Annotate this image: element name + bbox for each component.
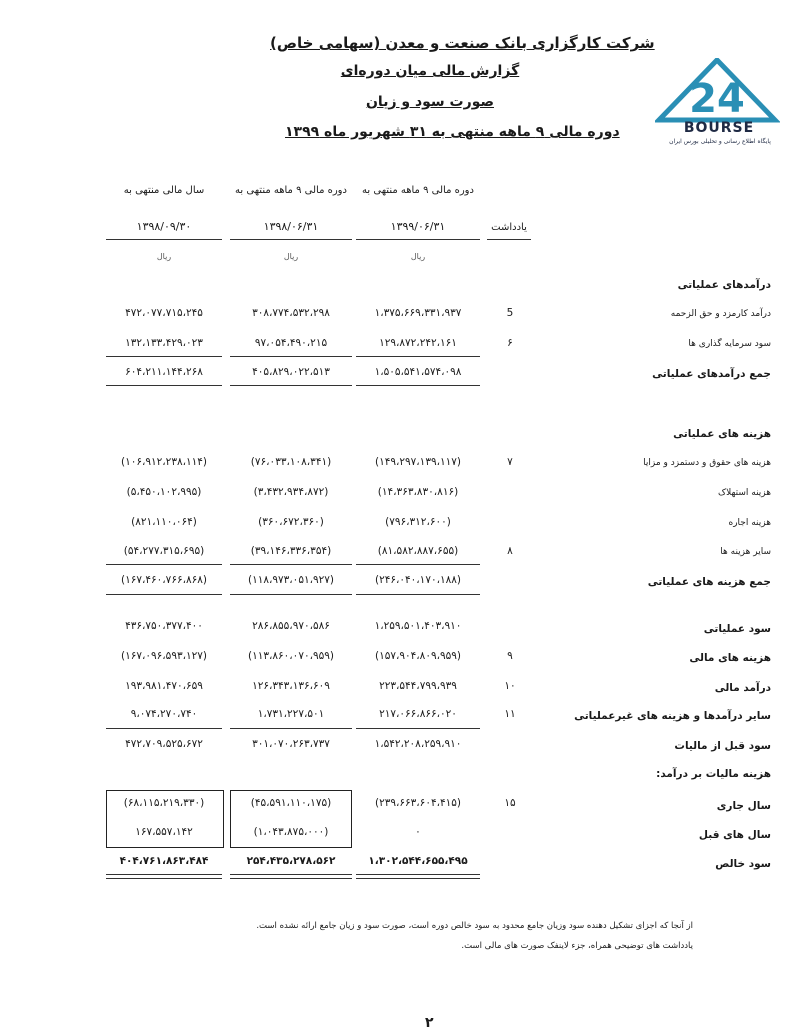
row-value-c1: ۱،۳۰۲،۵۴۴،۶۵۵،۴۹۵ [368,855,468,867]
double-rule [356,878,480,879]
row-note: ۷ [507,456,513,468]
note-head-rule [487,239,531,240]
row-value-c1: (۱۴۹،۲۹۷،۱۳۹،۱۱۷) [374,456,462,468]
row-label-profit-before-tax: سود قبل از مالیات [674,740,771,752]
report-title: گزارش مالی میان دوره‌ای [340,63,520,79]
row-label-finance-income: درآمد مالی [714,682,771,694]
double-rule [230,878,352,879]
row-label-other-expenses: سایر هزینه ها [720,547,771,557]
row-note: ۹ [507,650,513,662]
row-value-c3: ۴۷۲،۰۷۷،۷۱۵،۲۴۵ [125,307,203,319]
col3-title: سال مالی منتهی به [123,185,205,196]
row-label-total-operating-expenses: جمع هزینه های عملیاتی [647,576,771,588]
subtotal-rule [106,728,222,729]
statement-title: صورت سود و زیان [365,94,494,110]
note-col-title: یادداشت [491,222,527,233]
row-note: ۱۱ [504,708,516,720]
subtotal-rule [230,564,352,565]
row-value-c2: (۷۶،۰۳۳،۱۰۸،۳۴۱) [250,456,332,468]
total-rule [230,385,352,386]
footer-note-1: از آنجا که اجزای تشکیل دهنده سود وزیان جامع محدود به سود خالص دوره است، صورت سود و زیان جامع ارائه نشده است. [256,921,693,931]
subtotal-rule [356,564,480,565]
row-value-c1: ۲۲۳،۵۴۴،۷۹۹،۹۳۹ [379,680,457,692]
row-value-c1: (۷۹۶،۳۱۲،۶۰۰) [385,516,451,528]
subtotal-rule [230,356,352,357]
row-label-salary-expense: هزینه های حقوق و دستمزد و مزایا [643,458,771,468]
row-value-c1: ۱،۳۷۵،۶۶۹،۳۳۱،۹۳۷ [374,307,462,319]
row-value-c1: (۱۴،۳۶۳،۸۳۰،۸۱۶) [377,486,459,498]
subtotal-rule [356,728,480,729]
col1-head-rule [356,239,480,240]
col1-date: ۱۳۹۹/۰۶/۳۱ [390,220,446,233]
total-rule [106,385,222,386]
row-label-fee-income: درآمد کارمزد و حق الزحمه [670,309,771,319]
row-value-c1: ۱،۵۰۵،۵۴۱،۵۷۴،۰۹۸ [374,366,462,378]
total-rule [356,385,480,386]
row-value-c1: (۱۵۷،۹۰۴،۸۰۹،۹۵۹) [374,650,462,662]
row-label-operating-revenues: درآمدهای عملیاتی [677,279,771,291]
row-value-c3: ۴۷۲،۷۰۹،۵۲۵،۶۷۲ [125,738,203,750]
row-value-c2: (۱۱۳،۸۶۰،۰۷۰،۹۵۹) [247,650,335,662]
row-note: ۱۰ [504,680,516,692]
col1-unit: ریال [410,252,426,261]
row-value-c3: (۱۶۷،۴۶۰،۷۶۶،۸۶۸) [120,574,208,586]
subtotal-rule [356,356,480,357]
row-value-c2: ۹۷،۰۵۴،۴۹۰،۲۱۵ [254,337,328,349]
logo-subtitle: پایگاه اطلاع رسانی و تحلیلی بورس ایران [669,138,771,145]
row-label-total-operating-revenues: جمع درآمدهای عملیاتی [652,368,771,380]
col2-head-rule [230,239,352,240]
footer-note-2: یادداشت های توضیحی همراه، جزء لاینفک صورت های مالی است. [461,941,693,951]
row-value-c1: (۲۴۶،۰۴۰،۱۷۰،۱۸۸) [374,574,462,586]
row-label-operating-profit: سود عملیاتی [703,623,771,635]
col2-unit: ریال [283,252,299,261]
total-rule [230,594,352,595]
row-label-depreciation: هزینه استهلاک [718,488,771,498]
row-label-net-profit: سود خالص [715,858,771,870]
row-value-c1: ۱،۵۴۲،۲۰۸،۲۵۹،۹۱۰ [374,738,462,750]
row-note: 5 [506,307,514,319]
subtotal-rule [230,728,352,729]
row-value-c2: ۳۰۱،۰۷۰،۲۶۳،۷۳۷ [252,738,330,750]
period-title: دوره مالی ۹ ماهه منتهی به ۳۱ شهریور ماه ۱۳۹۹ [285,124,620,140]
row-value-c1: ۱،۲۵۹،۵۰۱،۴۰۳،۹۱۰ [374,620,462,632]
svg-text:24: 24 [689,76,745,122]
row-value-c3: (۵،۴۵۰،۱۰۲،۹۹۵) [126,486,202,498]
row-value-c2: (۳۶۰،۶۷۲،۳۶۰) [258,516,324,528]
row-value-c1: (۲۳۹،۶۶۳،۶۰۴،۴۱۵) [374,797,462,809]
row-label-income-tax: هزینه مالیات بر درآمد: [656,768,771,780]
double-rule [106,874,222,875]
row-value-c3: ۴۰۴،۷۶۱،۸۶۳،۴۸۴ [119,855,209,867]
total-rule [106,594,222,595]
col3-head-rule [106,239,222,240]
row-value-c1: ۰ [415,826,421,838]
subtotal-rule [106,564,222,565]
row-value-c3: (۵۴،۲۷۷،۳۱۵،۶۹۵) [123,545,205,557]
col2-date: ۱۳۹۸/۰۶/۳۱ [263,220,319,233]
row-value-c2: ۱۲۶،۳۴۳،۱۳۶،۶۰۹ [252,680,330,692]
row-value-c2: ۲۵۴،۴۳۵،۲۷۸،۵۶۲ [246,855,336,867]
double-rule [106,878,222,879]
row-value-c3: (۱۶۷،۰۹۶،۵۹۳،۱۲۷) [120,650,208,662]
row-value-c2: (۳۹،۱۴۶،۳۳۶،۳۵۴) [250,545,332,557]
total-rule [356,594,480,595]
row-value-c2: (۳،۴۳۲،۹۳۴،۸۷۲) [253,486,329,498]
col2-title: دوره مالی ۹ ماهه منتهی به [235,185,347,196]
row-label-finance-costs: هزینه های مالی [689,652,771,664]
row-value-c3: (۸۲۱،۱۱۰،۰۶۴) [131,516,197,528]
col3-date: ۱۳۹۸/۰۹/۳۰ [136,220,192,233]
row-value-c1: ۱۲۹،۸۷۲،۲۴۲،۱۶۱ [379,337,457,349]
row-value-c2: (۱،۰۴۳،۸۷۵،۰۰۰) [253,826,329,838]
row-note: ۱۵ [504,797,516,809]
row-note: ۸ [507,545,513,557]
row-value-c3: ۱۶۷،۵۵۷،۱۴۲ [135,826,193,838]
company-title: شرکت کارگزاری بانک صنعت و معدن (سهامی خاص) [270,34,655,52]
row-value-c3: ۱۳۲،۱۳۳،۴۲۹،۰۲۳ [125,337,203,349]
row-value-c3: ۱۹۳،۹۸۱،۴۷۰،۶۵۹ [125,680,203,692]
row-value-c1: (۸۱،۵۸۲،۸۸۷،۶۵۵) [377,545,459,557]
row-value-c1: ۲۱۷،۰۶۶،۸۶۶،۰۲۰ [379,708,457,720]
row-label-prior-years: سال های قبل [698,829,771,841]
bourse-logo-icon [655,58,780,150]
col3-unit: ریال [156,252,172,261]
row-value-c3: (۱۰۶،۹۱۲،۲۳۸،۱۱۴) [120,456,208,468]
row-value-c3: ۴۳۶،۷۵۰،۳۷۷،۴۰۰ [125,620,203,632]
logo-wordmark: BOURSE [683,120,755,136]
page-number: ۲ [425,1015,434,1031]
row-value-c2: (۴۵،۵۹۱،۱۱۰،۱۷۵) [250,797,332,809]
row-value-c2: ۱،۷۳۱،۲۲۷،۵۰۱ [257,708,325,720]
row-label-rent: هزینه اجاره [728,518,771,528]
row-value-c3: (۶۸،۱۱۵،۲۱۹،۳۳۰) [123,797,205,809]
row-label-other-non-operating: سایر درآمدها و هزینه های غیرعملیاتی [574,710,771,722]
col1-title: دوره مالی ۹ ماهه منتهی به [362,185,474,196]
double-rule [356,874,480,875]
row-value-c3: ۶۰۴،۲۱۱،۱۴۴،۲۶۸ [125,366,203,378]
double-rule [230,874,352,875]
row-value-c2: (۱۱۸،۹۷۳،۰۵۱،۹۲۷) [247,574,335,586]
row-label-current-year: سال جاری [716,800,771,812]
row-label-operating-expenses: هزینه های عملیاتی [673,428,771,440]
row-value-c2: ۲۸۶،۸۵۵،۹۷۰،۵۸۶ [252,620,330,632]
row-value-c2: ۳۰۸،۷۷۴،۵۳۲،۲۹۸ [252,307,330,319]
row-label-investment-income: سود سرمایه گذاری ها [688,339,771,349]
row-note: ۶ [507,337,513,349]
row-value-c2: ۴۰۵،۸۲۹،۰۲۲،۵۱۳ [252,366,330,378]
row-value-c3: ۹،۰۷۴،۲۷۰،۷۴۰ [130,708,198,720]
subtotal-rule [106,356,222,357]
